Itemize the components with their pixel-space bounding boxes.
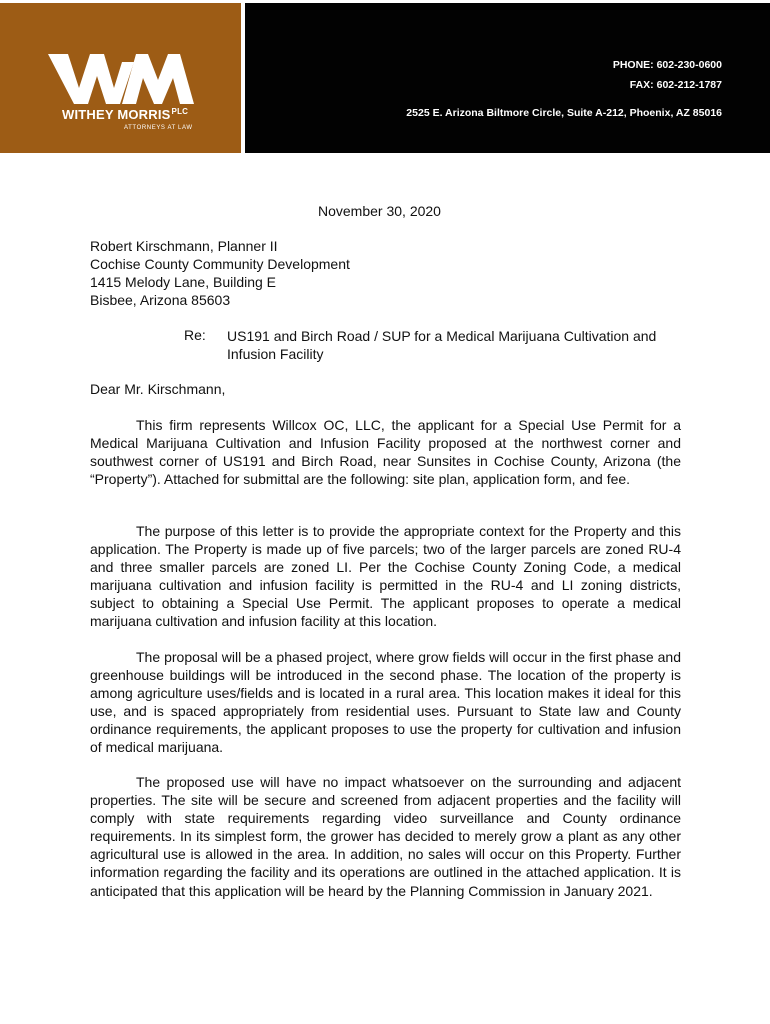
recipient-line: 1415 Melody Lane, Building E [90, 274, 277, 290]
re-label: Re: [184, 327, 206, 343]
recipient-block [90, 237, 350, 309]
firm-logo-mark [48, 50, 198, 106]
contact-bar [245, 3, 770, 153]
re-subject: US191 and Birch Road / SUP for a Medical Marijuana Cultivation and Infusion Facility [227, 328, 657, 362]
recipient-line: Cochise County Community Development [90, 256, 350, 272]
firm-suffix: PLC [171, 107, 189, 116]
letter-date: November 30, 2020 [318, 203, 441, 219]
logo-block [0, 3, 241, 153]
body-paragraph: The purpose of this letter is to provide the appropriate context for the Property and this application. The Property is made up of five parcels; two of the larger parcels are zoned RU-4 and three smaller parcels are zoned LI. Per the Cochise County Zoning Code, a medical marijuana cultivation and infusion facility is permitted in the RU-4 and LI zoning districts, subject to obtaining a Special Use Permit. The applicant proposes to operate a medical marijuana cultivation and infusion facility at this location. [90, 523, 681, 630]
fax-number: FAX: 602-212-1787 [629, 79, 722, 91]
phone-number: PHONE: 602-230-0600 [612, 59, 722, 71]
firm-name: WITHEY $MORRIS^{PLC}$ [62, 107, 189, 122]
recipient-line: Bisbee, Arizona 85603 [90, 292, 231, 308]
recipient-line: Robert Kirschmann, Planner II [90, 238, 278, 254]
body-paragraph: The proposal will be a phased project, where grow fields will occur in the first phase and greenhouse buildings will be introduced in the second phase. The location of the property is among agriculture uses/fields and is located in a rural area. This location makes it ideal for this use, and is spaced appropriately from residential uses. Pursuant to State law and County ordinance requirements, the applicant proposes to use the property for cultivation and infusion of medical marijuana. [90, 649, 681, 756]
body-paragraph: The proposed use will have no impact whatsoever on the surrounding and adjacent properties. The site will be secure and screened from adjacent properties and the facility will comply with state requirements regarding video surveillance and County ordinance requirements. In its simplest form, the grower has decided to merely grow a plant as any other agricultural use is allowed in the area. In addition, no sales will occur on this Property. Further information regarding the facility and its operations are outlined in the attached application. It is anticipated that this application will be heard by the Planning Commission in January 2021. [90, 774, 681, 899]
salutation: Dear Mr. Kirschmann, [90, 381, 226, 397]
firm-address: 2525 E. Arizona Biltmore Circle, Suite A-212, Phoenix, AZ 85016 [406, 107, 722, 119]
body-paragraph: This firm represents Willcox OC, LLC, the applicant for a Special Use Permit for a Medical Marijuana Cultivation and Infusion Facility proposed at the northwest corner and southwest corner of US191 and Birch Road, near Sunsites in Cochise County, Arizona (the “Property”). Attached for submittal are the following: site plan, application form, and fee. [90, 417, 681, 488]
firm-tagline: ATTORNEYS AT LAW [124, 125, 193, 131]
letterhead [0, 0, 770, 153]
